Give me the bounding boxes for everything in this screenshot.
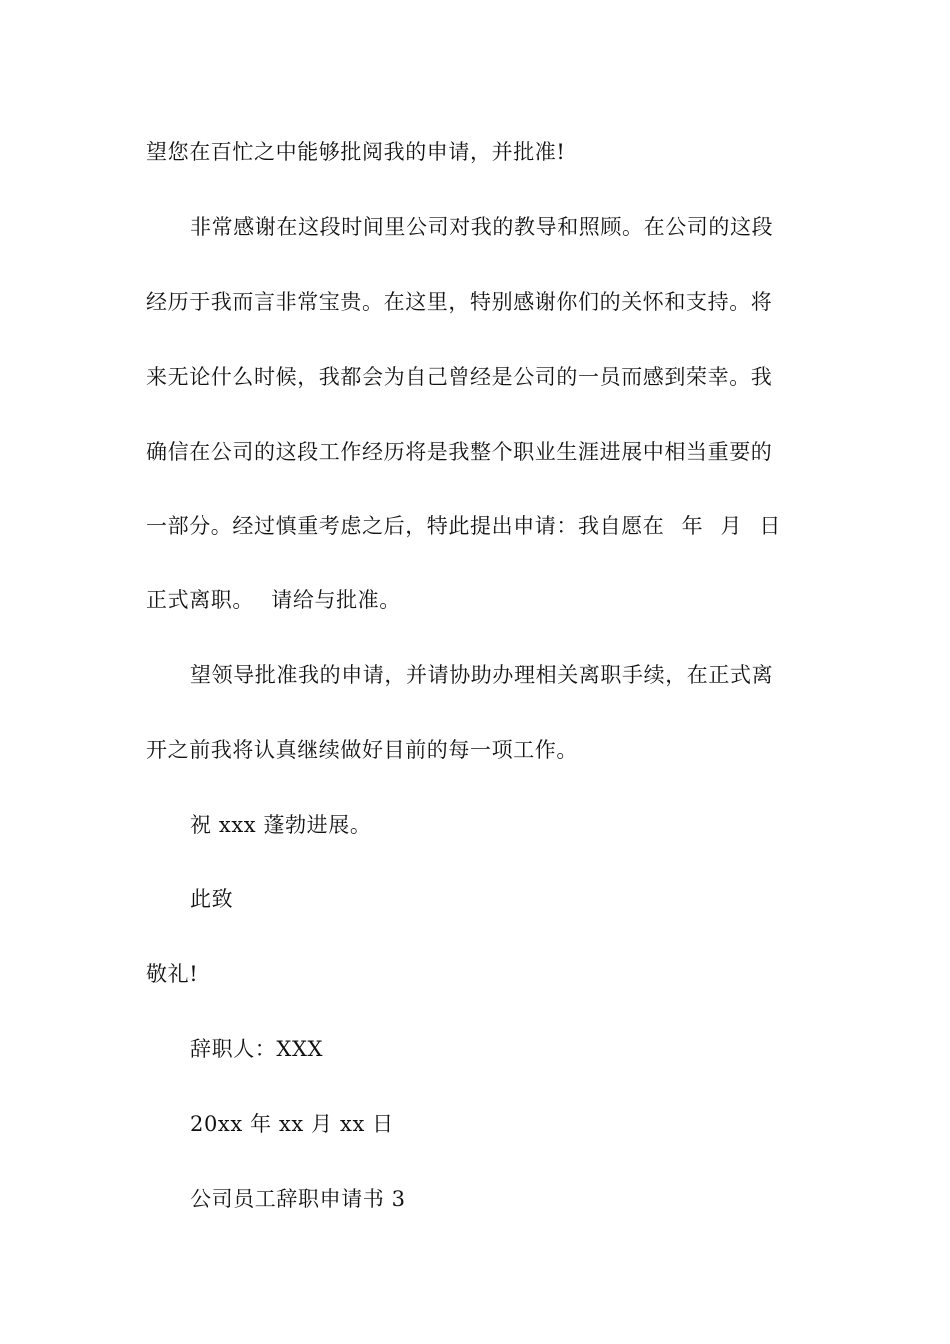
salutation-line: 敬礼! bbox=[146, 962, 199, 986]
paragraph-line: 望领导批准我的申请，并请协助办理相关离职手续，在正式离 bbox=[190, 663, 774, 687]
date-line: 20xx 年 xx 月 xx 日 bbox=[190, 1112, 394, 1136]
paragraph-line: 正式离职。 请给与批准。 bbox=[146, 588, 401, 612]
paragraph-line: 经历于我而言非常宝贵。在这里，特别感谢你们的关怀和支持。将 bbox=[146, 290, 773, 314]
section-title: 公司员工辞职申请书 3 bbox=[190, 1187, 406, 1211]
paragraph-line: 开之前我将认真继续做好目前的每一项工作。 bbox=[146, 738, 578, 762]
signature-line: 辞职人：XXX bbox=[190, 1037, 324, 1061]
salutation-line: 此致 bbox=[190, 887, 234, 911]
paragraph-line: 望您在百忙之中能够批阅我的申请，并批准! bbox=[146, 140, 566, 164]
closing-wish: 祝 xxx 蓬勃进展。 bbox=[190, 813, 372, 837]
paragraph-line: 非常感谢在这段时间里公司对我的教导和照顾。在公司的这段 bbox=[190, 215, 774, 239]
paragraph-line: 确信在公司的这段工作经历将是我整个职业生涯进展中相当重要的 bbox=[146, 440, 773, 464]
paragraph-line: 来无论什么时候，我都会为自己曾经是公司的一员而感到荣幸。我 bbox=[146, 365, 773, 389]
paragraph-line: 一部分。经过慎重考虑之后，特此提出申请：我自愿在 年 月 日 bbox=[146, 514, 782, 538]
